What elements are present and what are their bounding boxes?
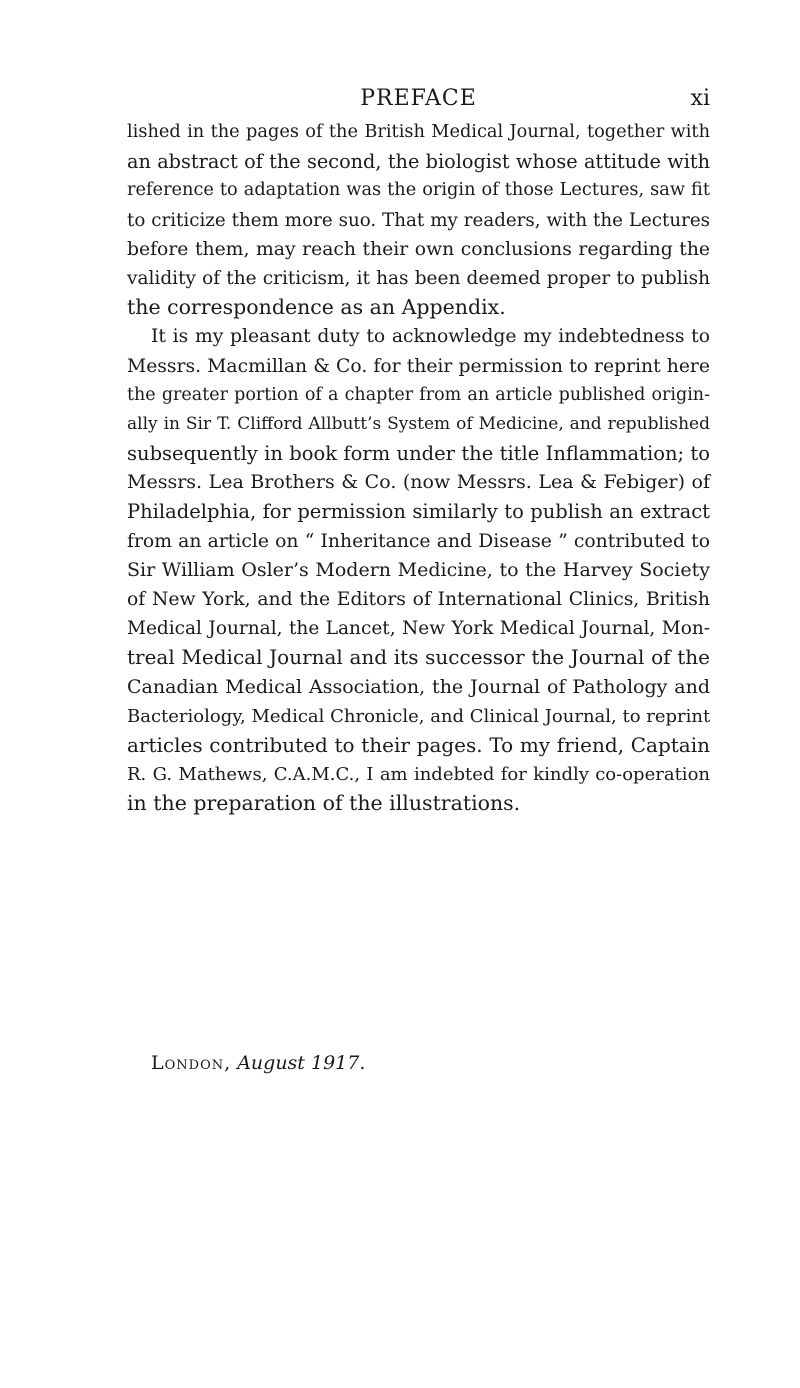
signature-line (151, 1052, 365, 1074)
text-line: articles contributed to their pages. To my friend, Captain (127, 732, 710, 757)
text-line: of New York, and the Editors of International Clinics, British (127, 589, 710, 610)
text-line: reference to adaptation was the origin of those Lectures, saw fit (127, 180, 710, 201)
text-line: Messrs. Macmillan & Co. for their permission to reprint here (127, 355, 710, 377)
text-line: an abstract of the second, the biologist whose attitude with (127, 150, 710, 174)
text-line: subsequently in book form under the title Inflammation; to (127, 442, 710, 466)
text-line: in the preparation of the illustrations. (127, 791, 521, 816)
text-line: Philadelphia, for permission similarly to publish an extract (127, 500, 710, 524)
text-line: Canadian Medical Association, the Journal of Pathology and (127, 675, 710, 698)
running-header (127, 86, 710, 118)
text-line: lished in the pages of the British Medical Journal, together with (127, 122, 710, 142)
signature-place: London, (151, 1052, 232, 1074)
text-line: treal Medical Journal and its successor the Journal of the (127, 645, 710, 670)
text-line: Medical Journal, the Lancet, New York Medical Journal, Mon- (127, 618, 710, 640)
text-line: from an article on “ Inheritance and Disease ” contributed to (127, 530, 710, 552)
text-line: Bacteriology, Medical Chronicle, and Clinical Journal, to reprint (127, 705, 711, 727)
text-line: the greater portion of a chapter from an article published origin- (127, 384, 710, 405)
preface-body (127, 118, 710, 819)
signature-date: August 1917. (237, 1052, 366, 1074)
text-line: Messrs. Lea Brothers & Co. (now Messrs. Lea & Febiger) of (127, 471, 710, 494)
text-line: the correspondence as an Appendix. (127, 295, 506, 320)
page-title: PREFACE (360, 86, 477, 111)
text-line: to criticize them more suo. That my readers, with the Lectures (127, 209, 710, 231)
text-line: before them, may reach their own conclusions regarding the (127, 238, 710, 260)
text-line: validity of the criticism, it has been deemed proper to publish (127, 267, 710, 289)
page-number: xi (690, 86, 710, 111)
text-line: Sir William Osler’s Modern Medicine, to the Harvey Society (127, 558, 710, 581)
text-line: ally in Sir T. Clifford Allbutt’s System of Medicine, and republished (127, 413, 710, 434)
text-line: R. G. Mathews, C.A.M.C., I am indebted for kindly co-operation (127, 764, 710, 786)
text-line: It is my pleasant duty to acknowledge my indebtedness to (151, 326, 710, 348)
